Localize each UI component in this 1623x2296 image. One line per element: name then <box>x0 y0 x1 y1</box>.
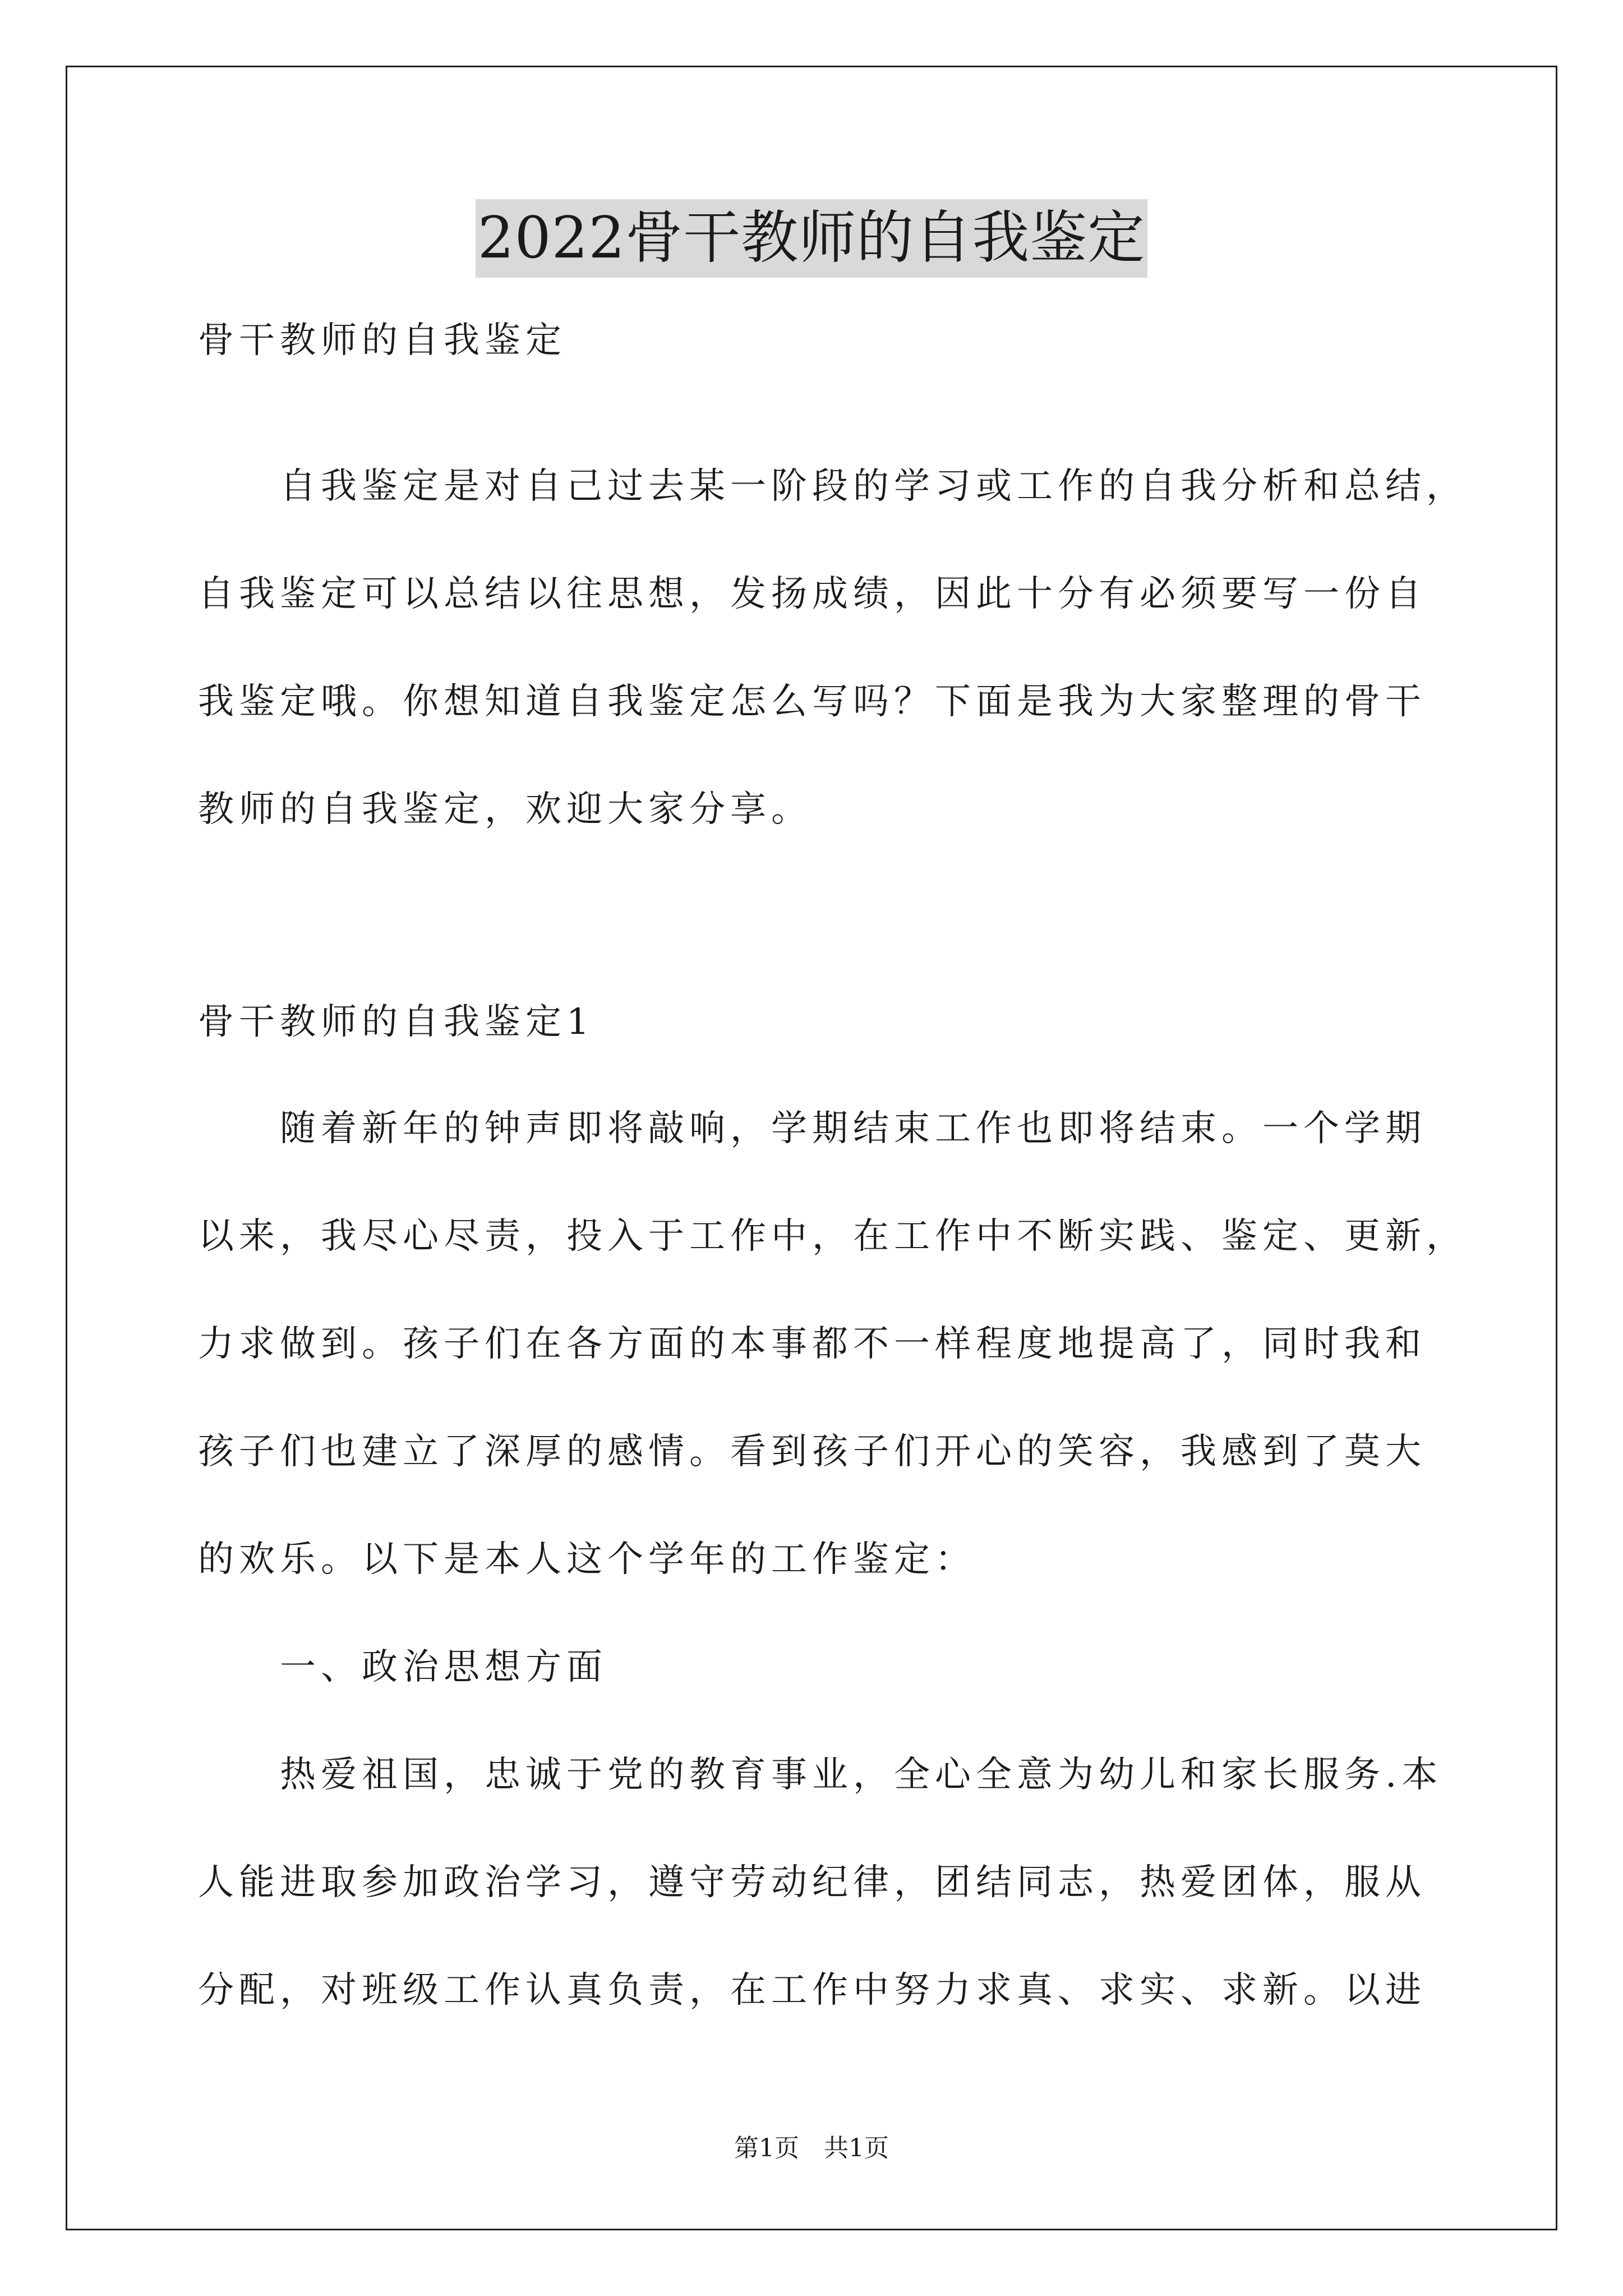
document-title: 2022骨干教师的自我鉴定 <box>476 199 1148 278</box>
paragraph-line: 我鉴定哦。你想知道自我鉴定怎么写吗？下面是我为大家整理的骨干 <box>198 681 1426 723</box>
paragraph-line: 以来，我尽心尽责，投入于工作中，在工作中不断实践、鉴定、更新， <box>198 1216 1467 1257</box>
paragraph-line: 力求做到。孩子们在各方面的本事都不一样程度地提高了，同时我和 <box>198 1323 1426 1365</box>
paragraph-line: 教师的自我鉴定，欢迎大家分享。 <box>198 789 812 830</box>
subsection-heading: 一、政治思想方面 <box>198 1646 607 1688</box>
page-number-footer: 第1页 共1页 <box>734 2134 889 2162</box>
section-heading: 骨干教师的自我鉴定 <box>198 320 566 361</box>
paragraph-line: 分配，对班级工作认真负责，在工作中努力求真、求实、求新。以进 <box>198 1970 1426 2011</box>
title-container <box>0 199 1623 278</box>
paragraph-line: 人能进取参加政治学习，遵守劳动纪律，团结同志，热爱团体，服从 <box>198 1862 1426 1903</box>
paragraph-line: 随着新年的钟声即将敲响，学期结束工作也即将结束。一个学期 <box>198 1108 1426 1149</box>
paragraph-line: 的欢乐。以下是本人这个学年的工作鉴定： <box>198 1539 976 1580</box>
paragraph-line: 自我鉴定可以总结以往思想，发扬成绩，因此十分有必须要写一份自 <box>198 573 1426 615</box>
paragraph-line: 自我鉴定是对自己过去某一阶段的学习或工作的自我分析和总结， <box>198 466 1467 507</box>
paragraph-line: 热爱祖国，忠诚于党的教育事业，全心全意为幼儿和家长服务.本 <box>198 1754 1443 1796</box>
section-heading: 骨干教师的自我鉴定1 <box>198 1001 594 1043</box>
paragraph-line: 孩子们也建立了深厚的感情。看到孩子们开心的笑容，我感到了莫大 <box>198 1431 1426 1473</box>
